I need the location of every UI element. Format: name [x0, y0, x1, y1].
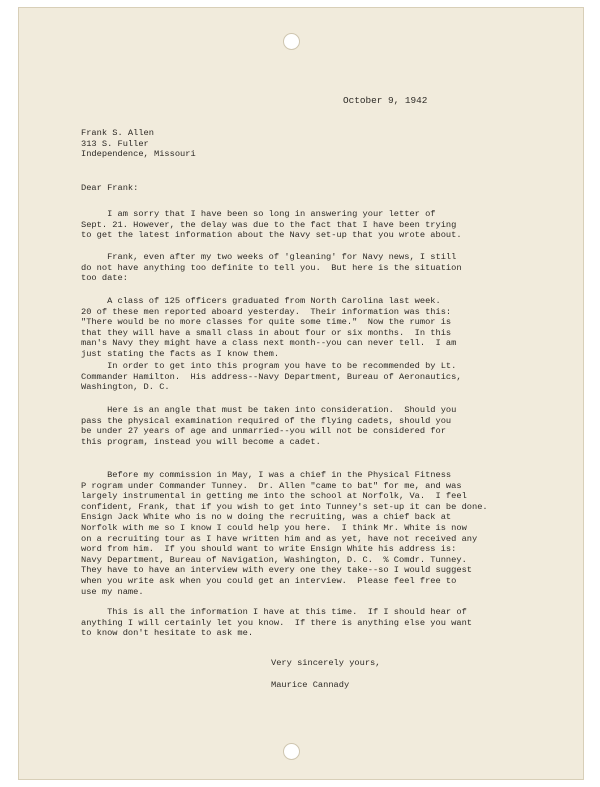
recipient-address: [81, 128, 196, 160]
body-paragraph: This is all the information I have at this time. If I should hear of anything I will certainly let you know. If there is anything else you want to know don't hesitate to ask me.: [81, 607, 473, 639]
recipient-city: Independence, Missouri: [81, 149, 196, 160]
body-paragraph: I am sorry that I have been so long in answering your letter of Sept. 21. However, the delay was due to the fact that I have been trying to get the latest information about the Navy set-up that you wrote about.: [81, 209, 462, 241]
recipient-street: 313 S. Fuller: [81, 138, 149, 149]
punch-hole-bottom: [283, 743, 300, 760]
body-paragraph: Before my commission in May, I was a chief in the Physical Fitness P rogram under Commander Tunney. Dr. Allen "came to bat" for me, and was largely instrumental in getting me into the school at Norfolk, Va. I feel confident, Frank, that if you wish to get into Tunney's set-up it can be done. Ensign Jack White who is no w doing the recruiting, was a chief back at Norfolk with me so I know I could help you here. I think Mr. White is now on a recruiting tour as I have written him and as yet, have not received any word from him. If you should want to write Ensign White his address is: Navy Department, Bureau of Navigation, Washington, D. C. % Comdr. Tunney. They have to have an interview with every one they take--so I would suggest when you write ask when you could get an interview. Please feel free to use my name.: [81, 470, 488, 597]
signature-name: Maurice Cannady: [271, 680, 350, 690]
punch-hole-top: [283, 33, 300, 50]
closing: Very sincerely yours,: [271, 658, 381, 668]
recipient-name: Frank S. Allen: [81, 128, 154, 138]
letter-date: October 9, 1942: [343, 95, 428, 106]
body-paragraph: Here is an angle that must be taken into consideration. Should you pass the physical examination required of the flying cadets, should you be under 27 years of age and unmarried--you will not be considered for this program, instead you will become a cadet.: [81, 405, 457, 447]
body-paragraph: In order to get into this program you have to be recommended by Lt. Commander Hamilton. His address--Navy Department, Bureau of Aeronautics, Washington, D. C.: [81, 361, 462, 393]
salutation: Dear Frank:: [81, 183, 139, 193]
letter-page: [18, 7, 584, 780]
body-paragraph: A class of 125 officers graduated from North Carolina last week. 20 of these men reported aboard yesterday. Their information was this: "There would be no more classes for quite some time." Now the rumor is that they will have a small class in about four or six months. In this man's Navy they might have a class next month--you can never tell. I am just stating the facts as I know them.: [81, 296, 457, 359]
body-paragraph: Frank, even after my two weeks of 'gleaning' for Navy news, I still do not have anything too definite to tell you. But here is the situation too date:: [81, 252, 462, 284]
